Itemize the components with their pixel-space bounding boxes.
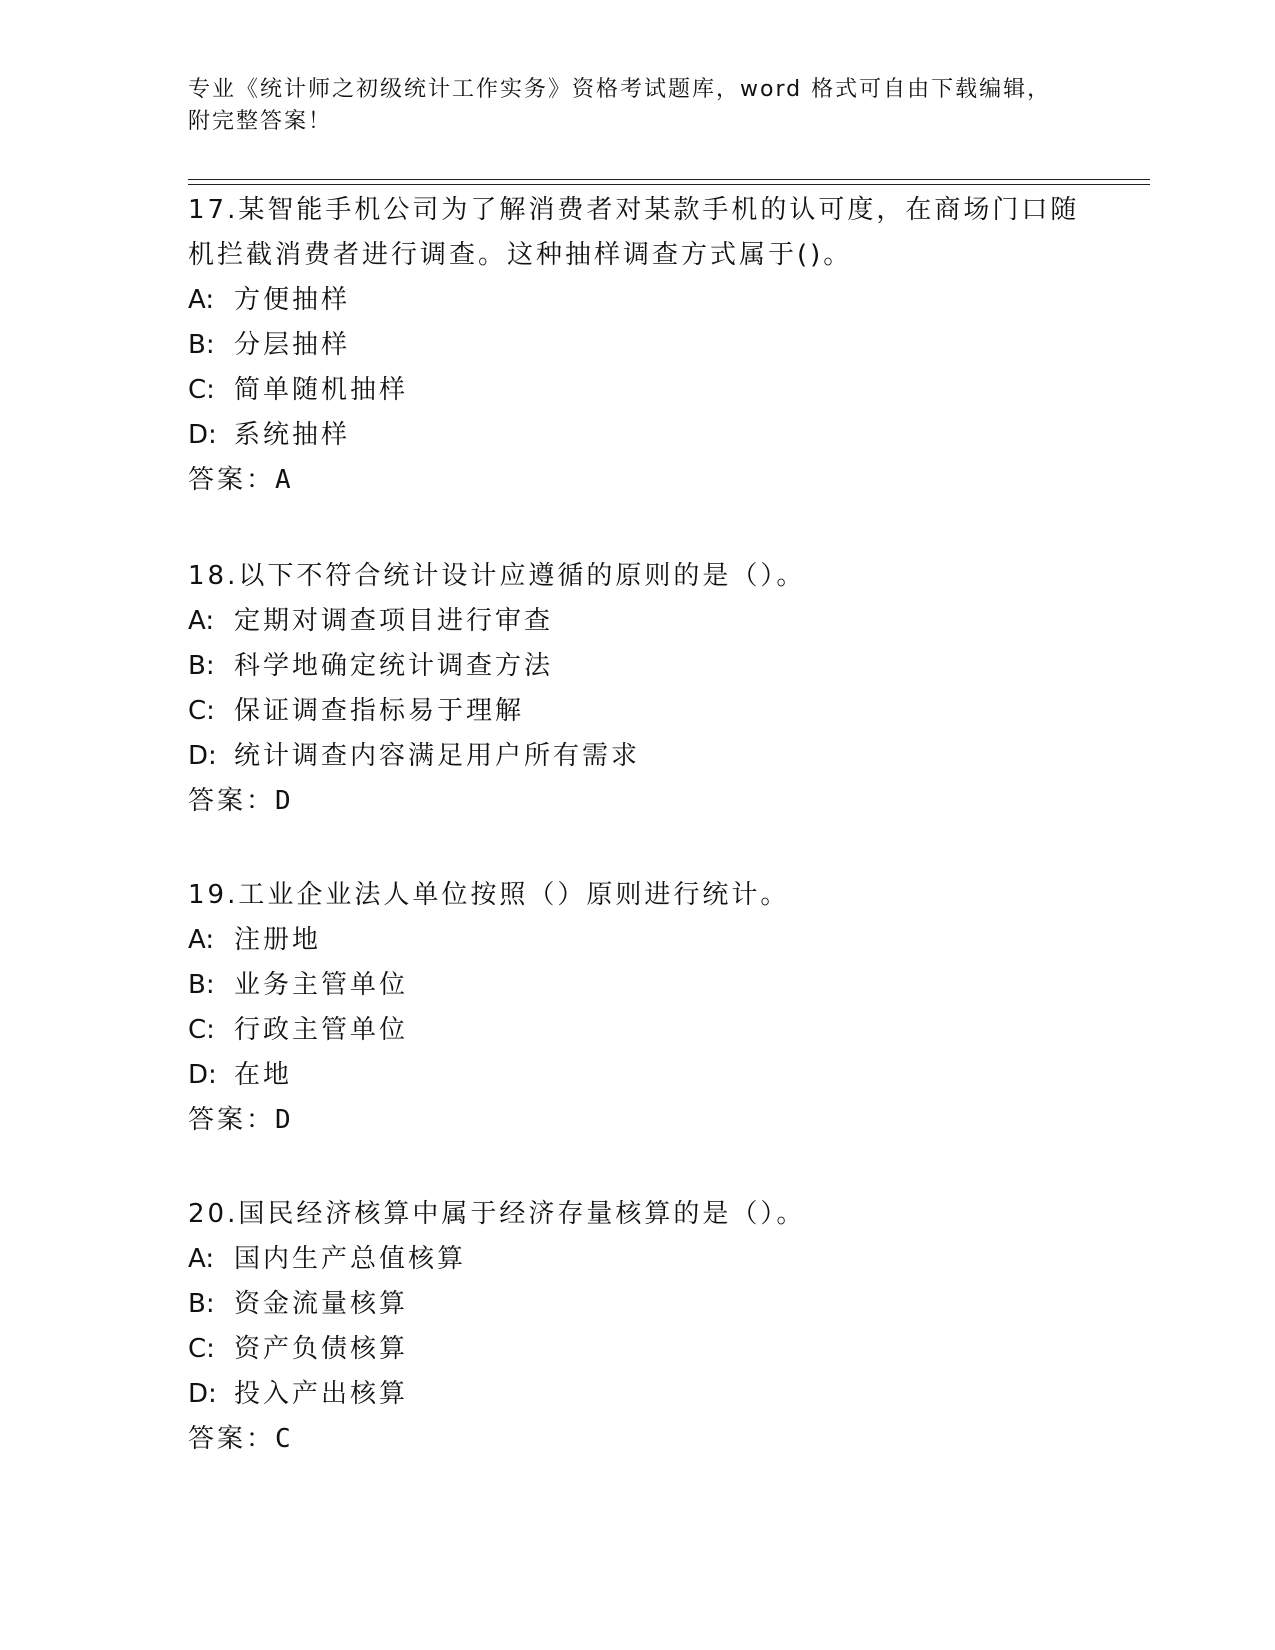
option-b xyxy=(188,963,1088,1008)
answer-label: 答案： xyxy=(188,786,276,816)
option-c xyxy=(188,689,1088,734)
option-b xyxy=(188,644,1088,689)
option-text: 系统抽样 xyxy=(234,420,351,450)
answer xyxy=(188,1417,1088,1462)
question-stem: 18.以下不符合统计设计应遵循的原则的是（）。 xyxy=(188,561,806,591)
question-18 xyxy=(188,554,1088,824)
answer-value: C xyxy=(275,1424,291,1454)
option-a xyxy=(188,278,1088,323)
option-text: 业务主管单位 xyxy=(234,970,409,1000)
answer-label: 答案： xyxy=(188,1424,276,1454)
option-text: 分层抽样 xyxy=(234,330,351,360)
question-20 xyxy=(188,1192,1088,1462)
option-c xyxy=(188,1327,1088,1372)
option-letter: A: xyxy=(188,285,215,315)
question-stem: 19.工业企业法人单位按照（）原则进行统计。 xyxy=(188,880,790,910)
option-text: 方便抽样 xyxy=(234,285,351,315)
header-line-2: 附完整答案！ xyxy=(188,109,333,134)
option-text: 资金流量核算 xyxy=(234,1289,409,1319)
option-letter: D: xyxy=(188,420,217,450)
answer-value: D xyxy=(275,1105,291,1135)
answer-value: D xyxy=(275,786,291,816)
option-c xyxy=(188,1008,1088,1053)
answer xyxy=(188,779,1088,824)
option-a xyxy=(188,918,1088,963)
option-text: 保证调查指标易于理解 xyxy=(234,696,525,726)
option-a xyxy=(188,599,1088,644)
option-text: 注册地 xyxy=(234,925,322,955)
header-divider-top xyxy=(188,179,1150,180)
option-letter: C: xyxy=(188,696,215,726)
option-b xyxy=(188,1282,1088,1327)
option-d xyxy=(188,734,1088,779)
option-letter: B: xyxy=(188,651,215,681)
answer-value: A xyxy=(275,465,291,495)
option-letter: B: xyxy=(188,970,215,1000)
option-d xyxy=(188,1053,1088,1098)
header-divider-bottom xyxy=(188,184,1150,185)
option-letter: D: xyxy=(188,1379,217,1409)
answer xyxy=(188,458,1088,503)
option-text: 科学地确定统计调查方法 xyxy=(234,651,554,681)
question-stem-continued: 机拦截消费者进行调查。这种抽样调查方式属于()。 xyxy=(188,240,853,270)
question-19 xyxy=(188,873,1088,1143)
option-d xyxy=(188,1372,1088,1417)
option-letter: C: xyxy=(188,375,215,405)
option-text: 简单随机抽样 xyxy=(234,375,409,405)
option-text: 投入产出核算 xyxy=(234,1379,409,1409)
option-letter: A: xyxy=(188,925,215,955)
option-letter: A: xyxy=(188,606,215,636)
option-letter: B: xyxy=(188,330,215,360)
question-17 xyxy=(188,188,1088,503)
answer-label: 答案： xyxy=(188,1105,276,1135)
option-d xyxy=(188,413,1088,458)
option-a xyxy=(188,1237,1088,1282)
option-letter: C: xyxy=(188,1334,215,1364)
answer-label: 答案： xyxy=(188,465,276,495)
answer xyxy=(188,1098,1088,1143)
option-text: 资产负债核算 xyxy=(234,1334,409,1364)
option-letter: D: xyxy=(188,1060,217,1090)
option-text: 国内生产总值核算 xyxy=(234,1244,467,1274)
option-text: 在地 xyxy=(234,1060,293,1090)
option-text: 统计调查内容满足用户所有需求 xyxy=(234,741,641,771)
question-stem: 20.国民经济核算中属于经济存量核算的是（）。 xyxy=(188,1199,806,1229)
header-line-1: 专业《统计师之初级统计工作实务》资格考试题库，word 格式可自由下载编辑， xyxy=(188,77,1052,102)
option-c xyxy=(188,368,1088,413)
option-letter: D: xyxy=(188,741,217,771)
option-b xyxy=(188,323,1088,368)
option-text: 定期对调查项目进行审查 xyxy=(234,606,554,636)
question-stem: 17.某智能手机公司为了解消费者对某款手机的认可度，在商场门口随 xyxy=(188,195,1080,225)
option-letter: A: xyxy=(188,1244,215,1274)
option-letter: B: xyxy=(188,1289,215,1319)
option-text: 行政主管单位 xyxy=(234,1015,409,1045)
page-header xyxy=(188,74,1088,138)
option-letter: C: xyxy=(188,1015,215,1045)
